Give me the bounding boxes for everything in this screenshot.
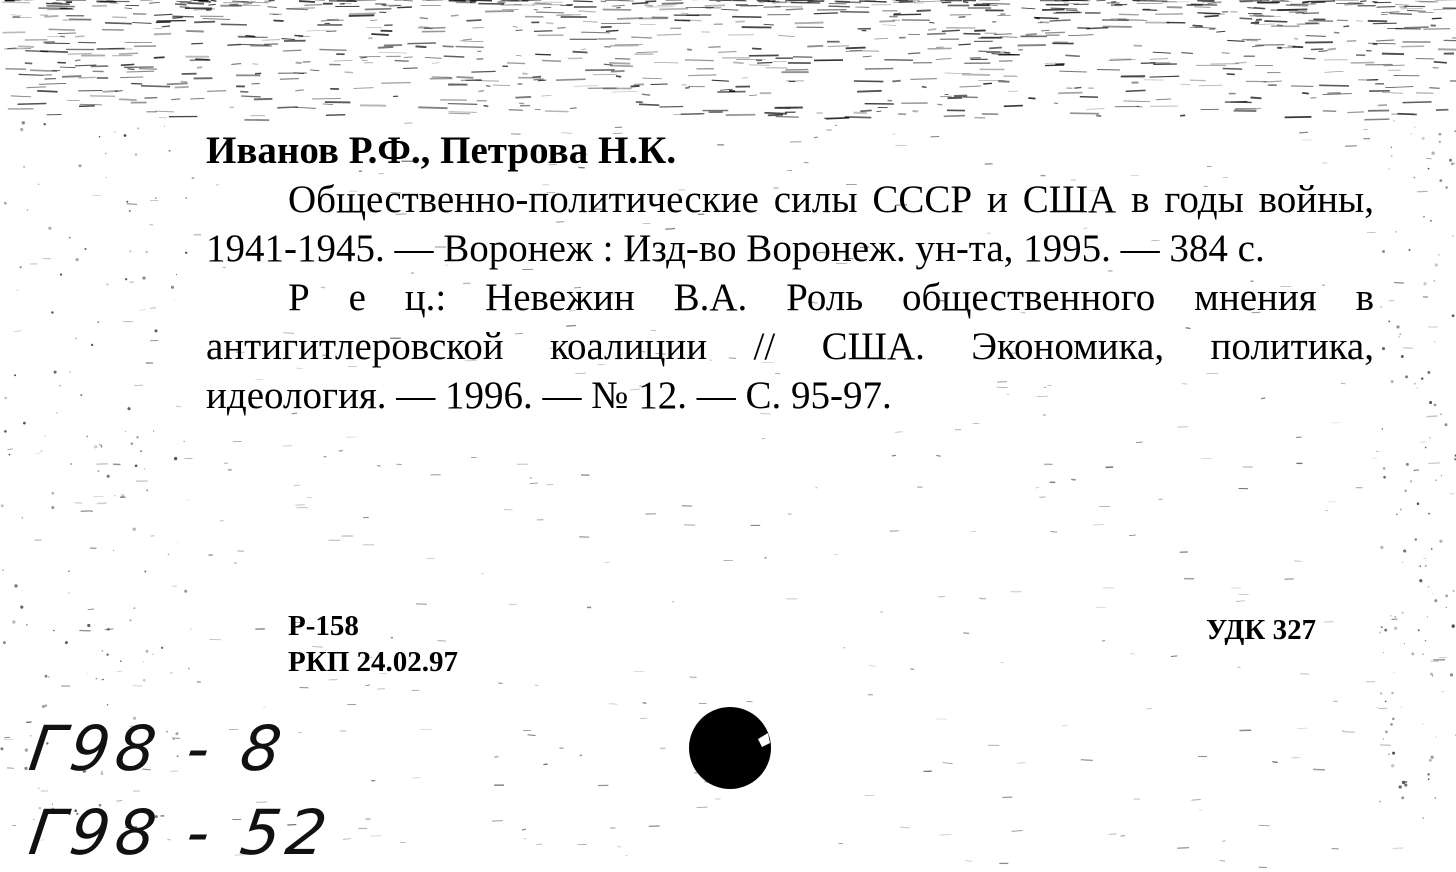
- rkp-date: РКП 24.02.97: [288, 646, 459, 678]
- card-meta-left: [288, 608, 458, 680]
- title-description: Общественно-политические силы СССР и США в годы войны, 1941-1945. — Воронеж : Изд-во Воронеж. ун-та, 1995. — 384 с.: [206, 178, 1374, 270]
- authors-heading: Иванов Р.Ф., Петрова Н.К.: [206, 129, 677, 172]
- index-code: Р-158: [288, 610, 359, 642]
- bibliographic-entry: [206, 126, 1374, 420]
- punch-hole: [688, 703, 776, 791]
- udk-code: УДК 327: [1206, 614, 1317, 646]
- review-reference: Р е ц.: Невежин В.А. Роль общественного мнения в антигитлеровской коалиции // США. Экономика, политика, идеология. — 1996. — № 12. — С. 95-97.: [206, 276, 1374, 417]
- handwritten-shelfmark-1: Г98 - 8: [24, 712, 292, 785]
- handwritten-shelfmark-2: Г98 - 52: [24, 796, 338, 869]
